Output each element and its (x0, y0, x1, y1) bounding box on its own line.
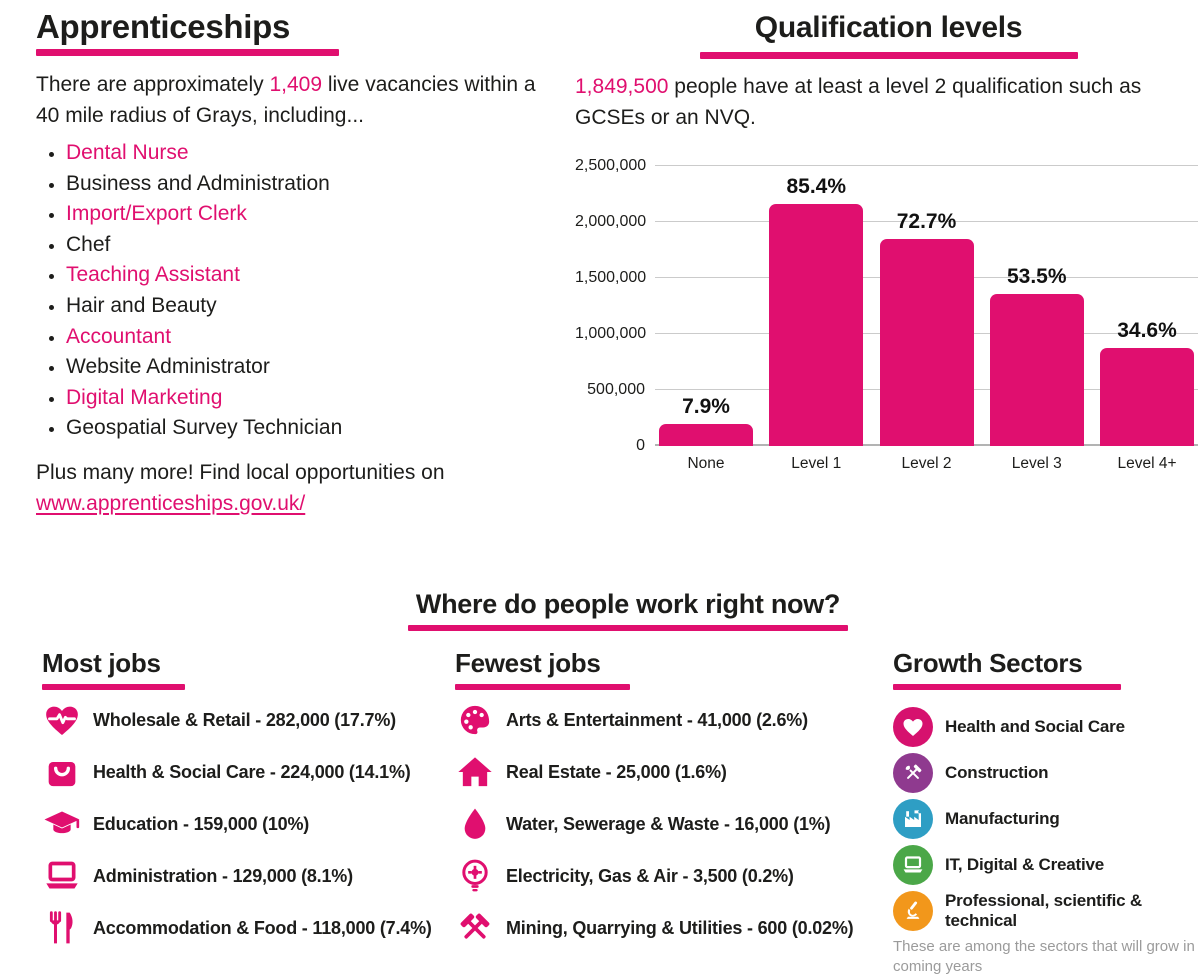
factory-icon (901, 807, 925, 831)
chart-ytick-label: 2,000,000 (575, 213, 647, 230)
chart-ytick-label: 1,500,000 (575, 269, 647, 286)
apprenticeship-item: • Hair and Beauty (66, 291, 560, 322)
paint-palette-icon (455, 700, 495, 740)
job-item (42, 694, 447, 746)
growth-sector-item (893, 704, 1202, 750)
chart-ytick-label: 1,000,000 (575, 325, 647, 342)
qualification-header (575, 6, 1202, 59)
chart-bar-slot (1100, 166, 1194, 446)
title-underline (700, 52, 1078, 59)
chart-value-label: 72.7% (896, 209, 957, 233)
job-label: Administration - 129,000 (8.1%) (93, 865, 353, 886)
title-underline (893, 684, 1121, 690)
chart-xtick-label: Level 3 (1011, 455, 1062, 472)
chart-bar-slot (659, 166, 753, 446)
job-label: Health & Social Care - 224,000 (14.1%) (93, 761, 411, 782)
growth-footnote: These are among the sectors that will grow in coming years (893, 938, 1195, 975)
chart-value-label: 7.9% (682, 394, 730, 418)
job-item (455, 850, 880, 902)
job-item (455, 798, 880, 850)
heart-pulse-icon (901, 715, 925, 739)
growth-sector-item (893, 842, 1202, 888)
growth-icon-circle (893, 799, 933, 839)
apprenticeship-item: • Business and Administration (66, 169, 560, 200)
qualification-title: Qualification levels (754, 11, 1023, 44)
growth-icon-circle (893, 845, 933, 885)
crossed-hammers-icon (455, 908, 495, 948)
growth-label: Professional, scientific & technical (945, 891, 1142, 930)
laptop-icon (42, 856, 82, 896)
qualification-count: 1,849,500 (575, 75, 669, 98)
chart-xtick-label: Level 1 (791, 455, 842, 472)
job-label: Wholesale & Retail - 282,000 (17.7%) (93, 709, 396, 730)
job-label: Arts & Entertainment - 41,000 (2.6%) (506, 709, 808, 730)
chart-bar-level-2 (880, 239, 974, 446)
growth-label: Health and Social Care (945, 717, 1125, 736)
chart-ytick-label: 500,000 (587, 381, 645, 398)
vacancy-count: 1,409 (269, 73, 323, 96)
apprenticeship-item: • Import/Export Clerk (66, 199, 560, 230)
fewest-jobs-column (455, 646, 880, 954)
chart-xtick-label: Level 4+ (1117, 455, 1177, 472)
water-drop-icon (455, 804, 495, 844)
job-item (455, 694, 880, 746)
job-item (42, 902, 447, 954)
apprenticeships-section (36, 6, 560, 519)
growth-label: IT, Digital & Creative (945, 855, 1105, 874)
growth-label: Manufacturing (945, 809, 1060, 828)
chart-bar-slot (769, 166, 863, 446)
title-underline (408, 625, 848, 631)
growth-icon-circle (893, 891, 933, 931)
chart-xlabels (655, 455, 1198, 473)
apprenticeship-item: • Digital Marketing (66, 383, 560, 414)
chart-value-label: 85.4% (786, 175, 847, 199)
chart-bar-slot (990, 166, 1084, 446)
growth-icon-circle (893, 753, 933, 793)
fork-knife-icon (42, 908, 82, 948)
apprenticeships-outro (36, 457, 560, 519)
laptop-icon (901, 853, 925, 877)
chart-plot (655, 166, 1198, 446)
job-label: Electricity, Gas & Air - 3,500 (0.2%) (506, 865, 794, 886)
title-underline (455, 684, 630, 690)
job-label: Water, Sewerage & Waste - 16,000 (1%) (506, 813, 831, 834)
job-item (42, 746, 447, 798)
intro-text-suffix: live vacancies within a 40 mile radius of Grays, including... (36, 73, 536, 127)
apprenticeship-item: • Website Administrator (66, 352, 560, 383)
shopping-bag-icon (42, 752, 82, 792)
apprenticeships-link[interactable]: www.apprenticeships.gov.uk/ (36, 491, 306, 515)
job-item (42, 798, 447, 850)
chart-xtick-label: Level 2 (901, 455, 952, 472)
chart-ytick-label: 2,500,000 (575, 157, 647, 174)
house-icon (455, 752, 495, 792)
chart-bar-none (659, 424, 753, 446)
chart-value-label: 53.5% (1006, 264, 1067, 288)
growth-sectors-title: Growth Sectors (893, 648, 1083, 678)
job-item (455, 902, 880, 954)
fewest-jobs-title: Fewest jobs (455, 648, 601, 678)
chart-ytick-label: 0 (636, 437, 645, 454)
apprenticeship-item: • Teaching Assistant (66, 260, 560, 291)
heart-pulse-icon (42, 700, 82, 740)
job-label: Real Estate - 25,000 (1.6%) (506, 761, 727, 782)
growth-sector-item (893, 796, 1202, 842)
microscope-icon (901, 899, 925, 923)
growth-label: Construction (945, 763, 1049, 782)
qualification-intro-line2: GCSEs or an NVQ. (575, 106, 756, 129)
most-jobs-column (42, 646, 447, 954)
growth-sector-item (893, 750, 1202, 796)
chart-bar-slot (880, 166, 974, 446)
qualification-section (575, 6, 1202, 133)
work-section-header (408, 586, 848, 631)
apprenticeships-title: Apprenticeships (36, 8, 291, 45)
qualification-intro-line1: people have at least a level 2 qualification such as (668, 75, 1142, 98)
graduation-cap-icon (42, 804, 82, 844)
growth-sectors-column (893, 646, 1202, 934)
lightbulb-gear-icon (455, 856, 495, 896)
title-underline (36, 49, 339, 56)
qualification-bar-chart (575, 157, 1202, 478)
growth-sectors-list (893, 704, 1202, 934)
most-jobs-title: Most jobs (42, 648, 161, 678)
qualification-intro (575, 71, 1202, 133)
fewest-jobs-list (455, 694, 880, 954)
growth-sector-item (893, 888, 1202, 934)
job-label: Education - 159,000 (10%) (93, 813, 310, 834)
chart-bar-level-3 (990, 294, 1084, 446)
outro-text: Plus many more! Find local opportunities on (36, 460, 445, 484)
chart-bar-level-1 (769, 204, 863, 446)
chart-value-label: 34.6% (1117, 318, 1177, 342)
intro-text-prefix: There are approximately (36, 73, 270, 96)
job-label: Mining, Quarrying & Utilities - 600 (0.02%) (506, 917, 854, 938)
chart-bars (655, 166, 1198, 446)
job-item (455, 746, 880, 798)
apprenticeship-item: • Dental Nurse (66, 138, 560, 169)
title-underline (42, 684, 185, 690)
apprenticeship-item: • Chef (66, 230, 560, 261)
apprenticeships-intro (36, 69, 560, 131)
chart-xtick-label: None (687, 455, 725, 472)
job-label: Accommodation & Food - 118,000 (7.4%) (93, 917, 432, 938)
chart-ylabels (575, 157, 647, 454)
job-item (42, 850, 447, 902)
tools-icon (901, 761, 925, 785)
growth-icon-circle (893, 707, 933, 747)
most-jobs-list (42, 694, 447, 954)
chart-bar-level-4- (1100, 348, 1194, 446)
apprenticeship-list (36, 138, 560, 444)
apprenticeship-item: • Accountant (66, 322, 560, 353)
work-section-title: Where do people work right now? (415, 589, 841, 619)
apprenticeship-item: • Geospatial Survey Technician (66, 413, 560, 444)
